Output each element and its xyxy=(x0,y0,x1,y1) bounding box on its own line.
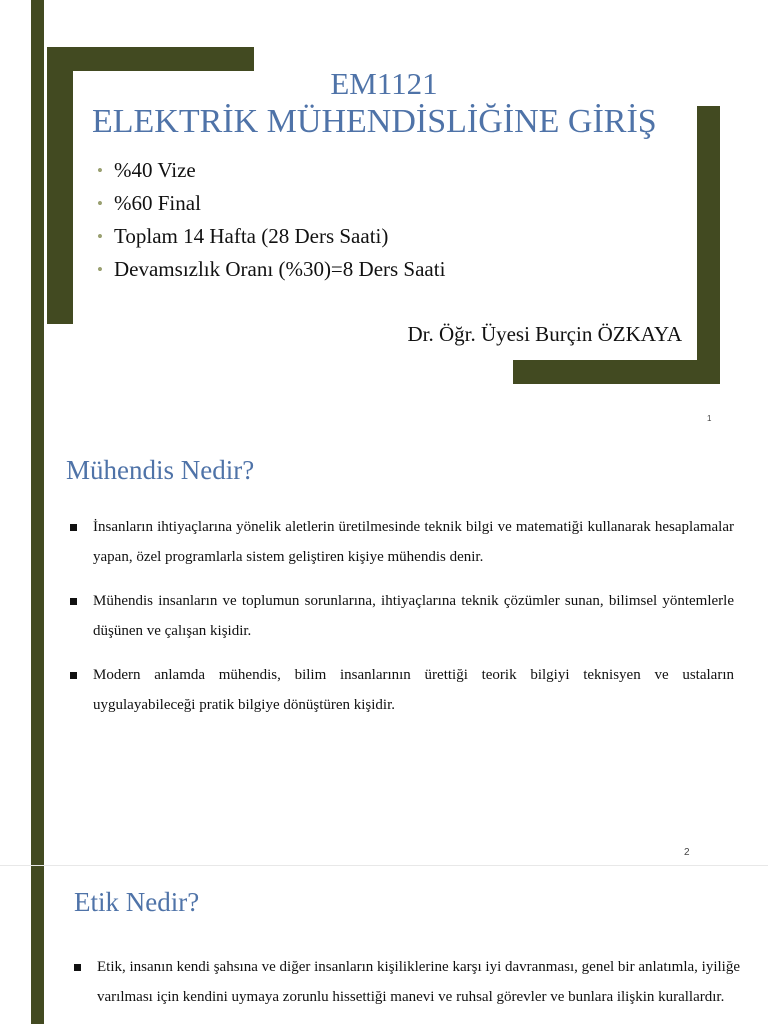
slide-1 xyxy=(0,0,768,432)
list-item xyxy=(70,512,734,572)
course-title: ELEKTRİK MÜHENDİSLİĞİNE GİRİŞ xyxy=(92,103,657,140)
square-bullet-icon xyxy=(74,964,81,971)
decor-frame-bottom xyxy=(513,360,720,384)
slide-left-bar xyxy=(31,432,44,865)
slide-left-bar xyxy=(31,866,44,1024)
square-bullet-icon xyxy=(70,672,77,679)
slide-2 xyxy=(0,432,768,865)
page-number: 1 xyxy=(707,414,712,423)
list-item-text: Mühendis insanların ve toplumun sorunlarına, ihtiyaçlarına teknik çözümler sunan, bilimsel yöntemlerle düşünen ve çalışan kişidir. xyxy=(93,593,734,639)
decor-frame-right xyxy=(697,106,720,383)
square-bullet-icon xyxy=(70,598,77,605)
author-name: Dr. Öğr. Üyesi Burçin ÖZKAYA xyxy=(407,322,682,346)
list-item xyxy=(70,586,734,646)
bullet-dot-icon: • xyxy=(97,260,103,279)
list-item-text: %60 Final xyxy=(114,191,201,215)
list-item-text: Etik, insanın kendi şahsına ve diğer insanların kişiliklerine karşı iyi davranması, genel bir anlatımla, iyiliğe varılması için kendini uymaya zorunlu hissettiği manevi ve ruhsal görevler ve bunlara ilişkin kurallardır. xyxy=(97,959,740,1005)
square-bullet-icon xyxy=(70,524,77,531)
bullet-dot-icon: • xyxy=(97,194,103,213)
list-item-text: Toplam 14 Hafta (28 Ders Saati) xyxy=(114,224,389,248)
slide-left-bar xyxy=(31,0,44,432)
bullet-dot-icon: • xyxy=(97,161,103,180)
list-item xyxy=(97,187,445,220)
list-item-text: Modern anlamda mühendis, bilim insanlarının ürettiği teorik bilgiyi teknisyen ve ustaların uygulayabileceği pratik bilgiye dönüştüren kişidir. xyxy=(93,667,734,713)
section-title: Etik Nedir? xyxy=(74,887,200,917)
course-code: EM1121 xyxy=(330,66,438,101)
grading-list xyxy=(97,154,445,286)
section-title: Mühendis Nedir? xyxy=(66,455,255,485)
list-item-text: %40 Vize xyxy=(114,158,196,182)
definition-list xyxy=(74,952,740,1024)
list-item xyxy=(97,253,445,286)
definition-list xyxy=(70,512,734,734)
list-item-text: Devamsızlık Oranı (%30)=8 Ders Saati xyxy=(114,257,446,281)
page-number: 2 xyxy=(684,847,690,858)
list-item xyxy=(97,220,445,253)
list-item xyxy=(74,952,740,1012)
list-item-text: İnsanların ihtiyaçlarına yönelik aletlerin üretilmesinde teknik bilgi ve matematiği kullanarak hesaplamalar yapan, özel programlarla sistem geliştiren kişiye mühendis denir. xyxy=(93,519,734,565)
slide-3 xyxy=(0,866,768,1024)
list-item xyxy=(97,154,445,187)
bullet-dot-icon: • xyxy=(97,227,103,246)
list-item xyxy=(70,660,734,720)
